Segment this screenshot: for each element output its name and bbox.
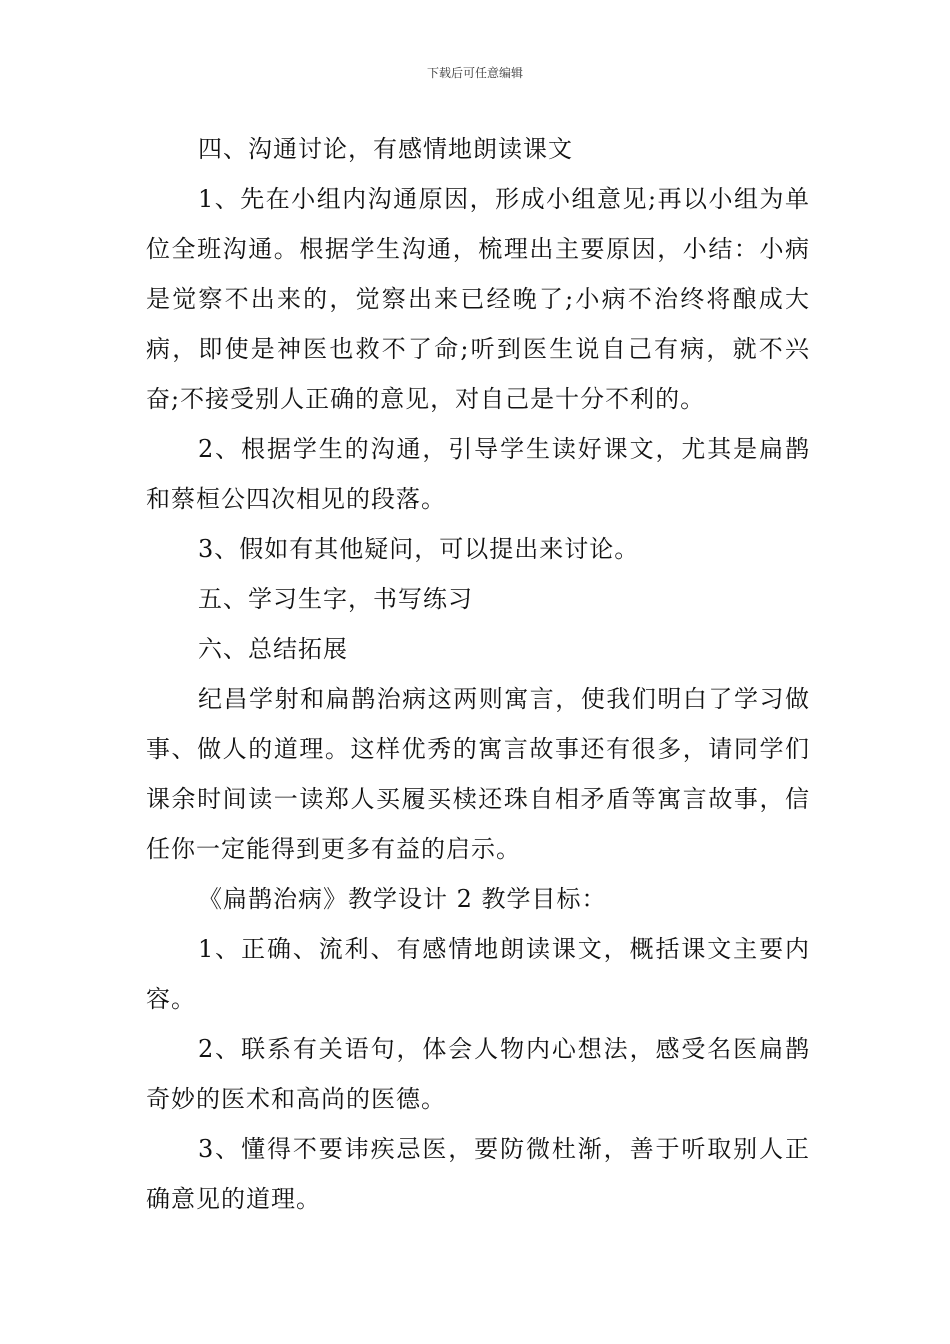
paragraph-questions: 3、假如有其他疑问，可以提出来讨论。	[198, 535, 640, 563]
paragraph-group-discussion: 1、先在小组内沟通原因，形成小组意见;再以小组为单位全班沟通。根据学生沟通，梳理出主要原因，小结：小病是觉察不出来的，觉察出来已经晚了;小病不治终将酿成大病，即使是神医也救不了命;听到医生说自己有病，就不兴奋;不接受别人正确的意见，对自己是十分不利的。	[146, 185, 810, 413]
paragraph-guided-reading: 2、根据学生的沟通，引导学生读好课文，尤其是扁鹊和蔡桓公四次相见的段落。	[146, 435, 810, 513]
section-heading-objectives: 《扁鹊治病》教学设计 2 教学目标：	[198, 885, 607, 913]
document-body	[146, 124, 810, 1224]
objective-item-1: 1、正确、流利、有感情地朗读课文，概括课文主要内容。	[146, 935, 810, 1013]
section-heading-characters: 五、学习生字，书写练习	[198, 585, 473, 613]
section-heading-discussion: 四、沟通讨论，有感情地朗读课文	[198, 135, 573, 163]
objective-item-2: 2、联系有关语句，体会人物内心想法，感受名医扁鹊奇妙的医术和高尚的医德。	[146, 1035, 810, 1113]
section-heading-summary: 六、总结拓展	[198, 635, 348, 663]
paragraph-summary: 纪昌学射和扁鹊治病这两则寓言，使我们明白了学习做事、做人的道理。这样优秀的寓言故事还有很多，请同学们课余时间读一读郑人买履买椟还珠自相矛盾等寓言故事，信任你一定能得到更多有益的启示。	[146, 685, 810, 863]
objective-item-3: 3、懂得不要讳疾忌医，要防微杜渐，善于听取别人正确意见的道理。	[146, 1135, 810, 1213]
header-note: 下载后可任意编辑	[426, 66, 523, 80]
